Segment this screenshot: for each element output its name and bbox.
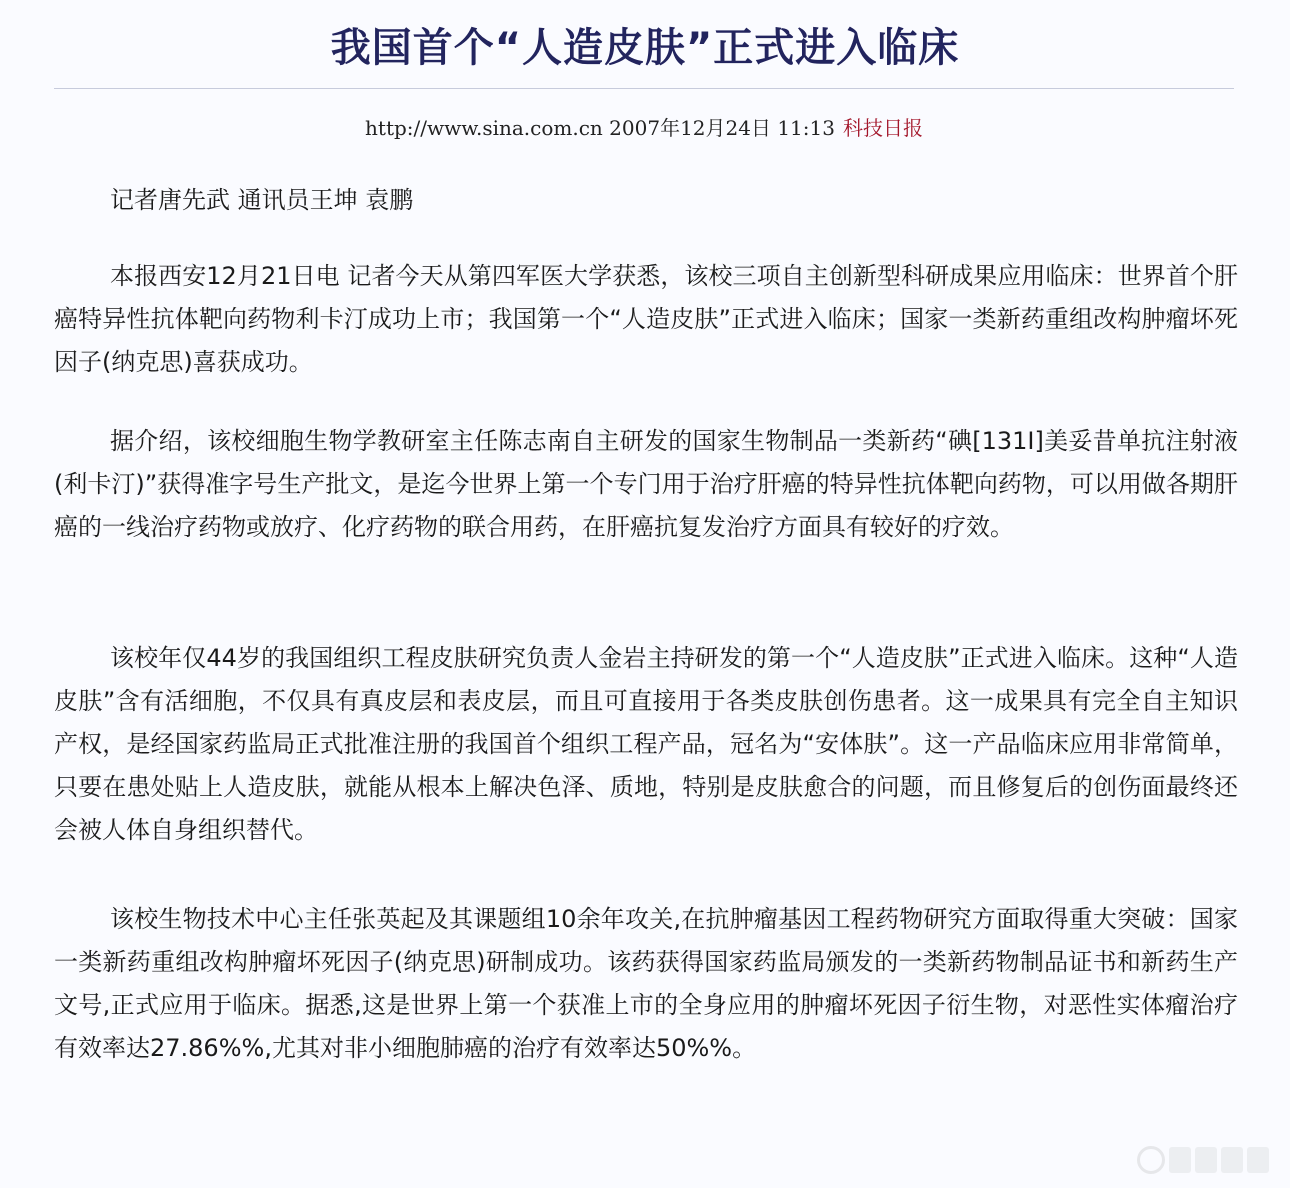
article-paragraph: 本报西安12月21日电 记者今天从第四军医大学获悉，该校三项自主创新型科研成果应用临床：世界首个肝癌特异性抗体靶向药物利卡汀成功上市；我国第一个“人造皮肤”正式进入临床；国家一类新药重组改构肿瘤坏死因子(纳克思)喜获成功。 xyxy=(54,262,1238,376)
watermark-glyph-icon xyxy=(1221,1147,1243,1173)
watermark-logo xyxy=(1118,1140,1288,1180)
meta-url-date: http://www.sina.com.cn 2007年12月24日 11:13 xyxy=(365,116,835,140)
article-byline: 记者唐先武 通讯员王坤 袁鹏 xyxy=(110,186,414,214)
watermark-glyph-icon xyxy=(1195,1147,1217,1173)
article-meta xyxy=(54,113,1234,143)
meta-source: 科技日报 xyxy=(842,116,923,140)
watermark-glyph-icon xyxy=(1247,1147,1269,1173)
article-paragraph: 该校年仅44岁的我国组织工程皮肤研究负责人金岩主持研发的第一个“人造皮肤”正式进入临床。这种“人造皮肤”含有活细胞，不仅具有真皮层和表皮层，而且可直接用于各类皮肤创伤患者。这一成果具有完全自主知识产权，是经国家药监局正式批准注册的我国首个组织工程产品，冠名为“安体肤”。这一产品临床应用非常简单，只要在患处贴上人造皮肤，就能从根本上解决色泽、质地，特别是皮肤愈合的问题，而且修复后的创伤面最终还会被人体自身组织替代。 xyxy=(54,644,1238,844)
title-divider xyxy=(54,88,1234,89)
article-paragraph: 据介绍，该校细胞生物学教研室主任陈志南自主研发的国家生物制品一类新药“碘[131I]美妥昔单抗注射液(利卡汀)”获得准字号生产批文，是迄今世界上第一个专门用于治疗肝癌的特异性抗体靶向药物，可以用做各期肝癌的一线治疗药物或放疗、化疗药物的联合用药，在肝癌抗复发治疗方面具有较好的疗效。 xyxy=(54,427,1238,541)
watermark-circle-icon xyxy=(1137,1146,1165,1174)
article-paragraph: 该校生物技术中心主任张英起及其课题组10余年攻关,在抗肿瘤基因工程药物研究方面取得重大突破：国家一类新药重组改构肿瘤坏死因子(纳克思)研制成功。该药获得国家药监局颁发的一类新药物制品证书和新药生产文号,正式应用于临床。据悉,这是世界上第一个获准上市的全身应用的肿瘤坏死因子衍生物，对恶性实体瘤治疗有效率达27.86%%,尤其对非小细胞肺癌的治疗有效率达50%%。 xyxy=(54,905,1238,1062)
watermark-glyph-icon xyxy=(1169,1147,1191,1173)
article-title: 我国首个“人造皮肤”正式进入临床 xyxy=(330,25,960,71)
